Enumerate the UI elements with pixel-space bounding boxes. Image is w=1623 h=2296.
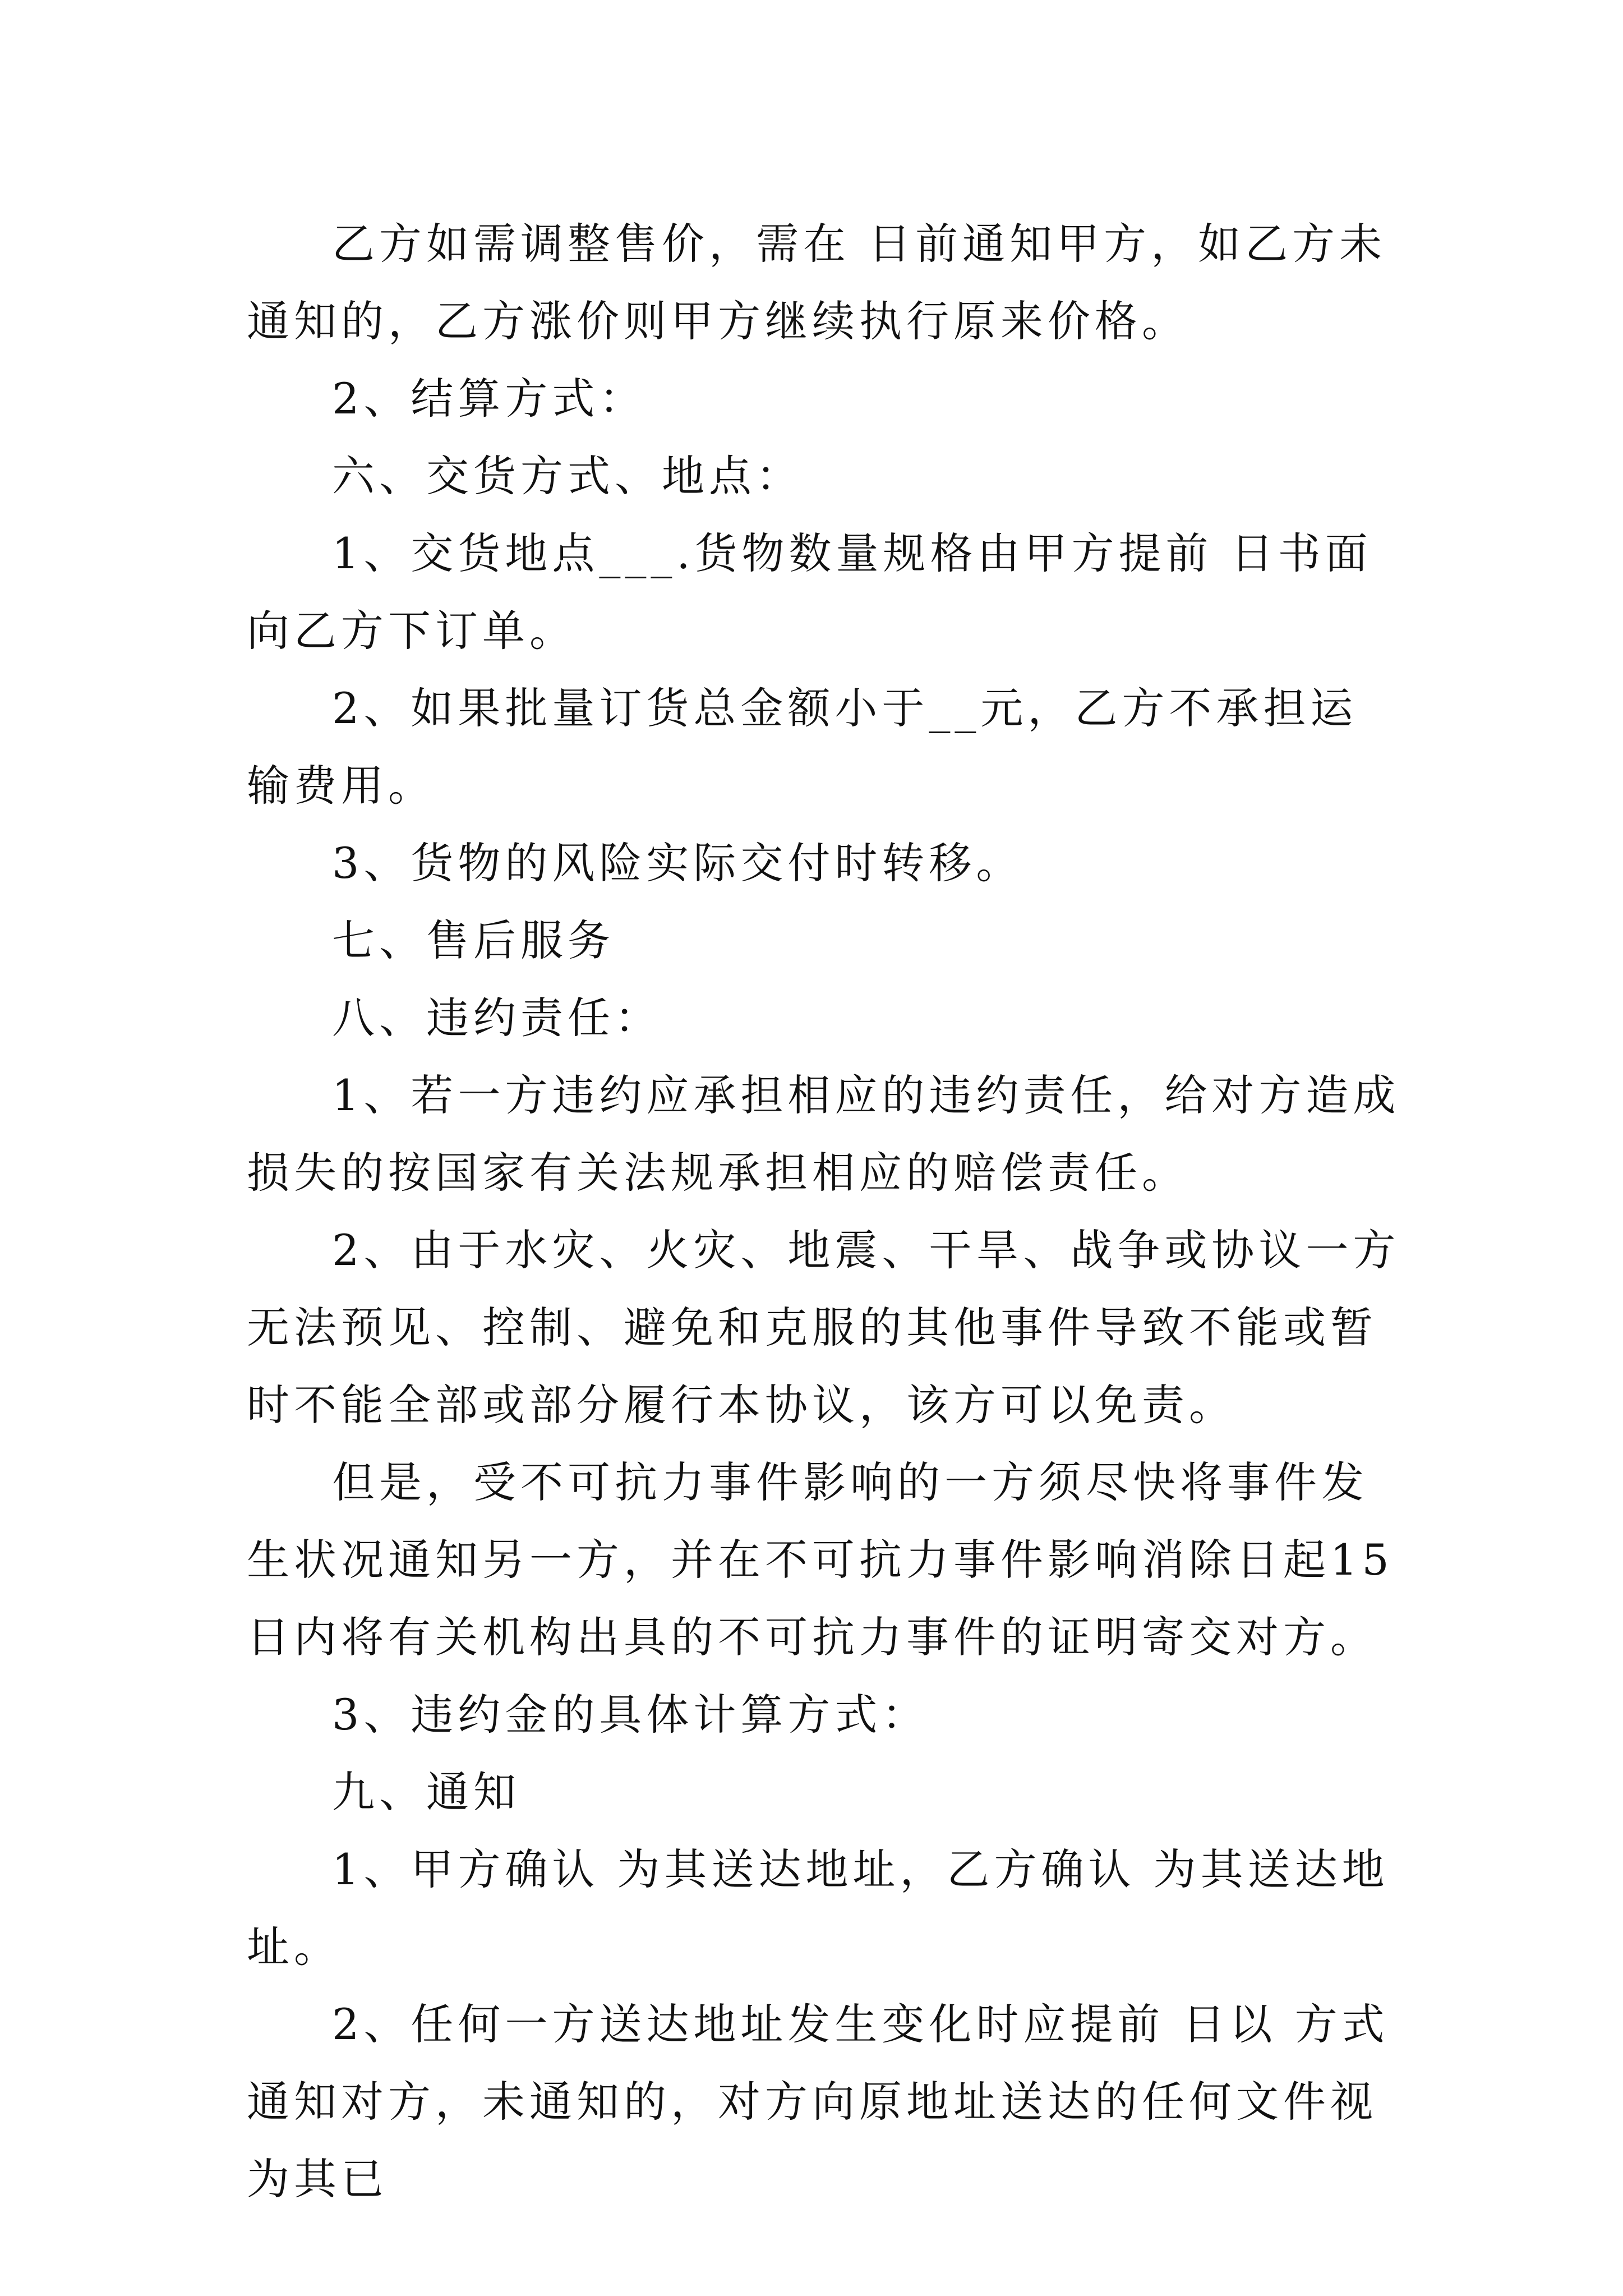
- section-heading-delivery: 六、交货方式、地点：: [332, 451, 803, 501]
- paragraph-force-majeure-notice: 但是，受不可抗力事件影响的一方须尽快将事件发生状况通知另一方，并在不可抗力事件影响消除日起15日内将有关机构出具的不可抗力事件的证明寄交对方。: [247, 1457, 1394, 1662]
- section-heading-after-sales: 七、售后服务: [332, 915, 615, 965]
- paragraph-breach-liability: 1、若一方违约应承担相应的违约责任，给对方造成损失的按国家有关法规承担相应的赔偿责任。: [247, 1070, 1400, 1198]
- paragraph-order-amount: 2、如果批量订货总金额小于__元，乙方不承担运输费用。: [247, 683, 1358, 811]
- paragraph-penalty-calculation: 3、违约金的具体计算方式：: [332, 1690, 929, 1740]
- section-heading-liability: 八、违约责任：: [332, 993, 662, 1043]
- paragraph-service-address: 1、甲方确认 为其送达地址，乙方确认 为其送达地址。: [247, 1844, 1389, 1972]
- paragraph-risk-transfer: 3、货物的风险实际交付时转移。: [332, 838, 1023, 888]
- document-body: [247, 205, 1402, 2218]
- paragraph-address-change: 2、任何一方送达地址发生变化时应提前 日以 方式通知对方，未通知的，对方向原地址送达的任何文件视为其已: [247, 1999, 1389, 2204]
- paragraph-delivery-location: 1、交货地点___.货物数量规格由甲方提前 日书面向乙方下订单。: [247, 528, 1372, 656]
- section-heading-notice: 九、通知: [332, 1767, 520, 1817]
- paragraph-price-adjustment: 乙方如需调整售价，需在 日前通知甲方，如乙方未通知的，乙方涨价则甲方继续执行原来价格。: [247, 219, 1387, 346]
- paragraph-settlement-method: 2、结算方式：: [332, 374, 647, 424]
- paragraph-force-majeure: 2、由于水灾、火灾、地震、干旱、战争或协议一方无法预见、控制、避免和克服的其他事件导致不能或暂时不能全部或部分履行本协议，该方可以免责。: [247, 1225, 1400, 1430]
